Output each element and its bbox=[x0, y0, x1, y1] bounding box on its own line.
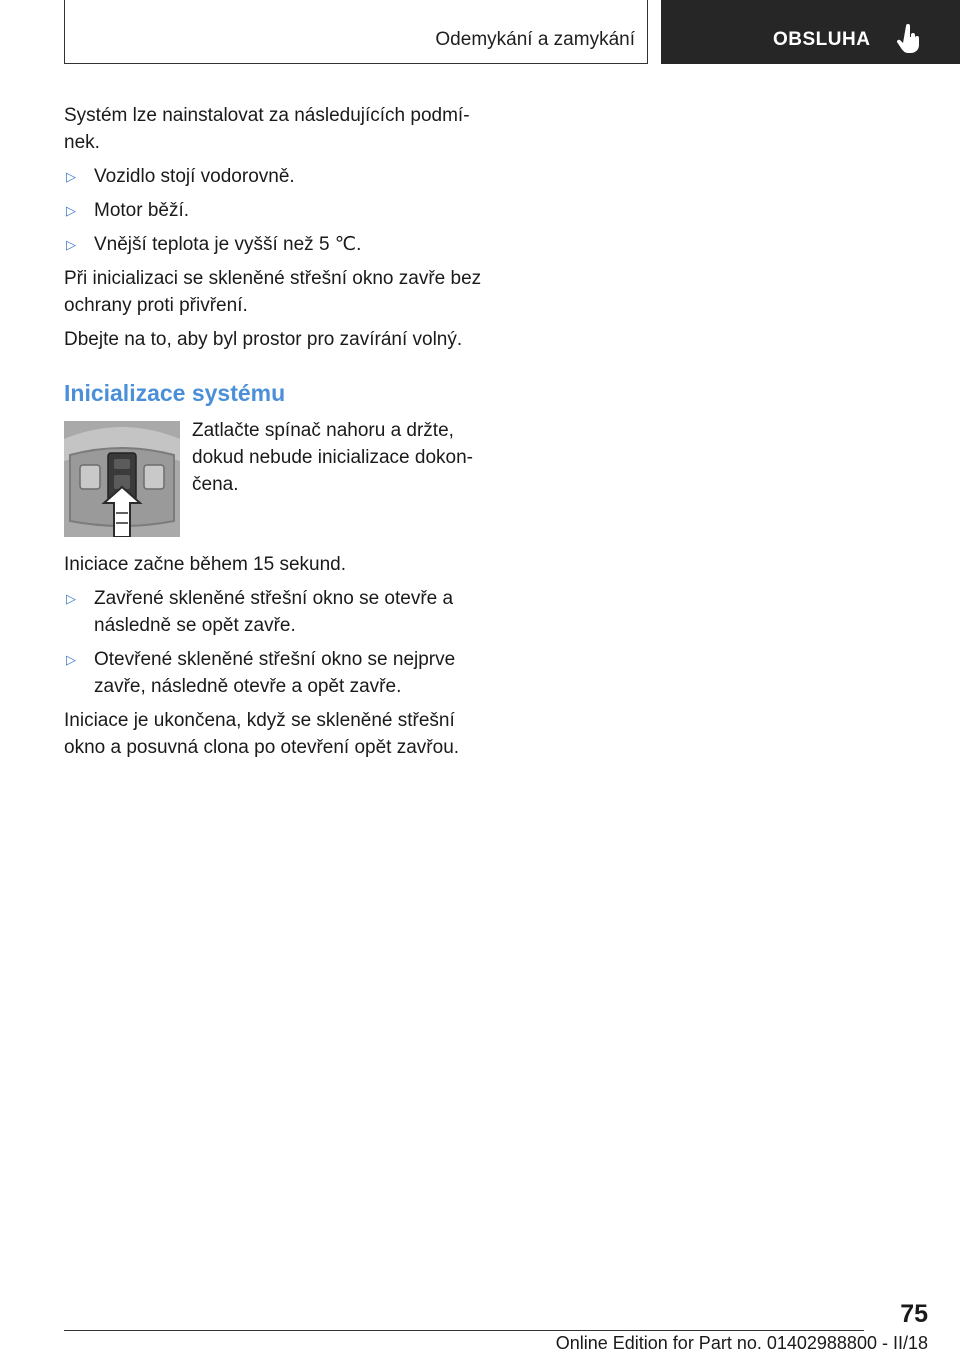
list-item bbox=[64, 646, 484, 700]
condition-text: Vnější teplota je vyšší než 5 ℃. bbox=[94, 234, 362, 255]
section-heading: Inicializace systému bbox=[64, 380, 286, 406]
list-item bbox=[64, 585, 484, 639]
triangle-bullet-icon: ▷ bbox=[66, 591, 76, 606]
edition-text: Online Edition for Part no. 01402988800 - II/18 bbox=[555, 1333, 928, 1353]
page-content bbox=[64, 102, 484, 768]
condition-text: Motor běží. bbox=[94, 200, 190, 221]
step-text: Zavřené skleněné střešní okno se otevře a následně se opět zavře. bbox=[94, 588, 454, 636]
page-number: 75 bbox=[900, 1300, 928, 1328]
triangle-bullet-icon: ▷ bbox=[66, 169, 76, 184]
note-paragraph: Dbejte na to, aby byl prostor pro zavírání volný. bbox=[64, 329, 463, 350]
roof-switch-illustration bbox=[64, 421, 180, 537]
figure-instruction: Zatlačte spínač nahoru a držte, dokud nebude inicializace dokončena. bbox=[192, 420, 473, 495]
triangle-bullet-icon: ▷ bbox=[66, 237, 76, 252]
chapter-title: Odemykání a zamykání bbox=[435, 29, 635, 50]
start-paragraph: Iniciace začne během 15 sekund. bbox=[64, 554, 347, 575]
list-item bbox=[64, 197, 484, 224]
list-item bbox=[64, 231, 484, 258]
end-paragraph: Iniciace je ukončena, když se skleněné střešní okno a posuvná clona po otevření opět zavřou. bbox=[64, 710, 460, 758]
hand-pointer-icon bbox=[897, 24, 921, 54]
triangle-bullet-icon: ▷ bbox=[66, 652, 76, 667]
intro-paragraph: Systém lze nainstalovat za následujících podmínek. bbox=[64, 105, 470, 153]
condition-text: Vozidlo stojí vodorovně. bbox=[94, 166, 295, 187]
section-header bbox=[661, 0, 960, 64]
triangle-bullet-icon: ▷ bbox=[66, 203, 76, 218]
note-paragraph: Při inicializaci se skleněné střešní okno zavře bez ochrany proti přivření. bbox=[64, 268, 482, 316]
footer-divider bbox=[64, 1330, 864, 1331]
chapter-header bbox=[64, 0, 648, 64]
list-item bbox=[64, 163, 484, 190]
figure-row bbox=[64, 417, 484, 537]
section-label: OBSLUHA bbox=[773, 29, 871, 50]
step-text: Otevřené skleněné střešní okno se nejprve zavře, následně otevře a opět zavře. bbox=[94, 649, 456, 697]
